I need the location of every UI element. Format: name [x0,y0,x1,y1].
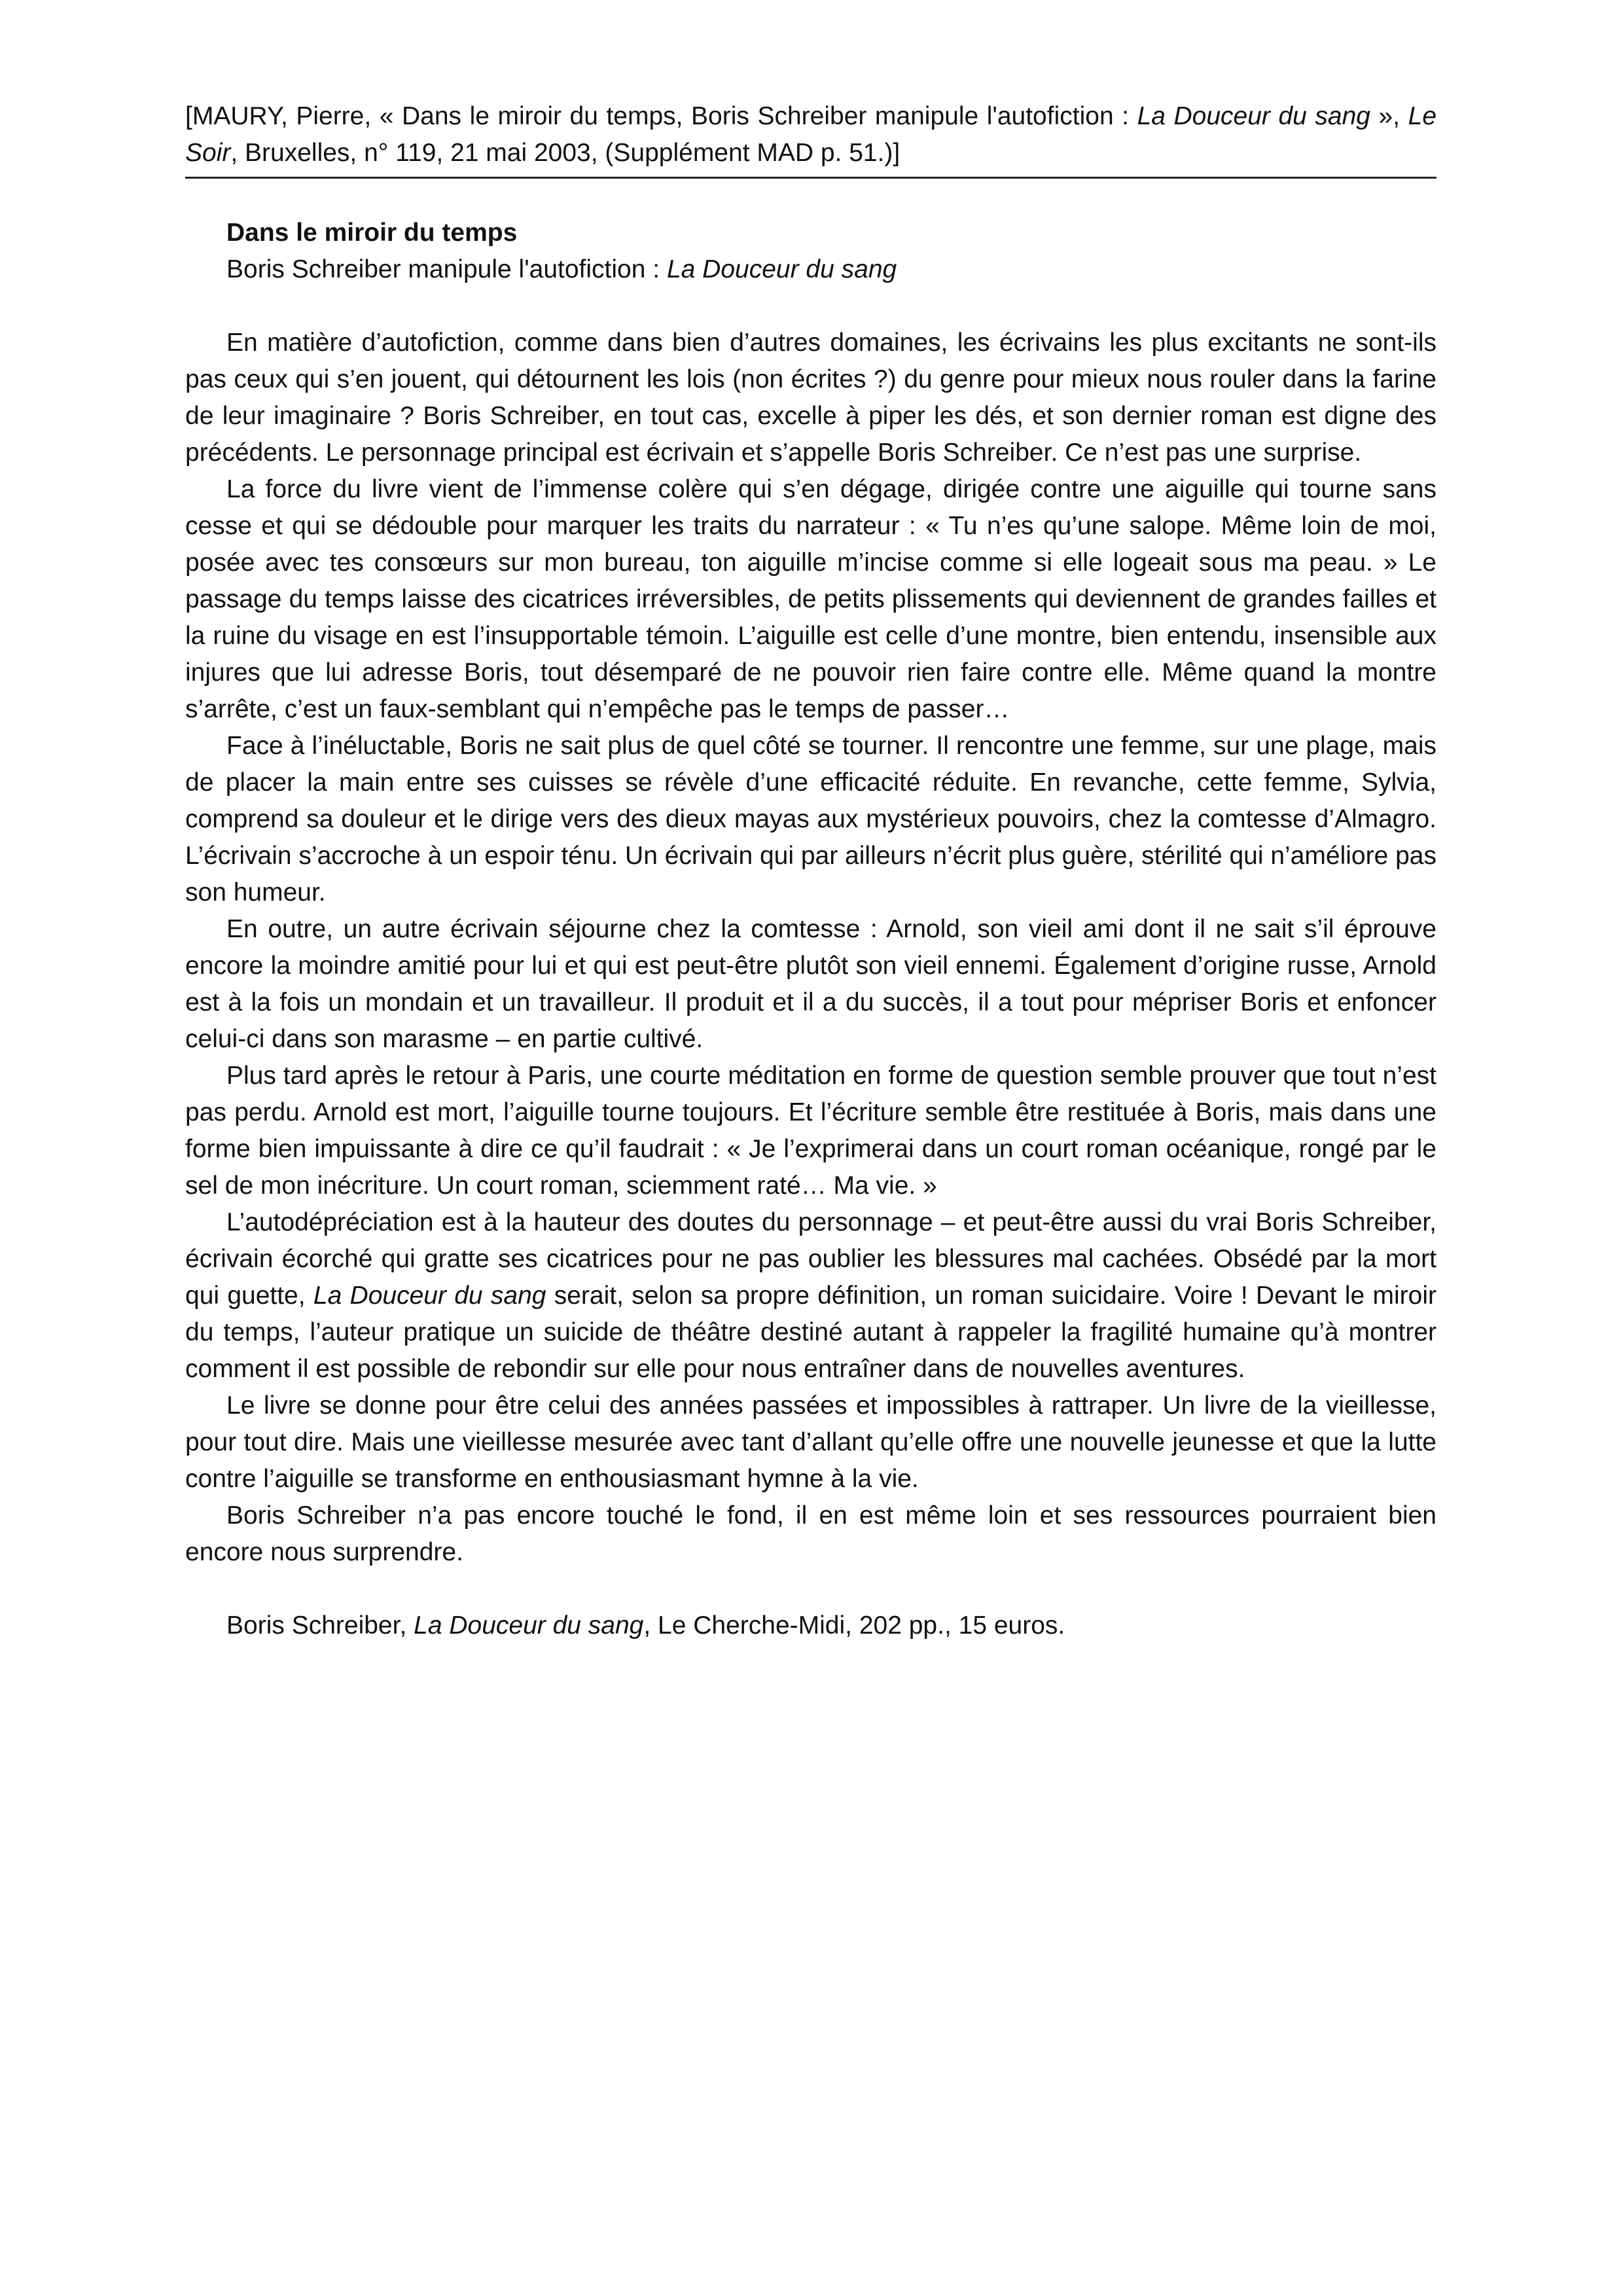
book-reference [185,1607,1436,1644]
paragraph [185,1204,1436,1388]
article-subtitle [226,251,1436,288]
paragraph: En matière d’autofiction, comme dans bien d’autres domaines, les écrivains les plus excitants ne sont-ils pas ceux qui s’en jouent, qui détournent les lois (non écrites ?) du genre pour mieux nous rouler dans la farine de leur imaginaire ? Boris Schreiber, en tout cas, excelle à piper les dés, et son dernier roman est digne des précédents. Le personnage principal est écrivain et s’appelle Boris Schreiber. Ce n’est pas une surprise. [185,329,1436,467]
article-body [185,215,1436,1644]
citation-newspaper: Le Soir [185,102,1437,167]
reference-book-title: La Douceur du sang [414,1611,644,1640]
paragraph: Plus tard après le retour à Paris, une courte méditation en forme de question semble prouver que tout n’est pas perdu. Arnold est mort, l’aiguille tourne toujours. Et l’écriture semble être restituée à Boris, mais dans une forme bien impuissante à dire ce qu’il faudrait : « Je l’exprimerai dans un court roman océanique, rongé par le sel de mon inécriture. Un court roman, sciemment raté… Ma vie. » [185,1062,1436,1200]
citation-part: », [1370,102,1408,130]
reference-details: , Le Cherche-Midi, 202 pp., 15 euros. [643,1611,1065,1640]
subtitle-text: Boris Schreiber manipule l'autofiction : [226,255,667,283]
paragraph: Boris Schreiber n’a pas encore touché le fond, il en est même loin et ses ressources pourraient bien encore nous surprendre. [185,1501,1436,1566]
paragraph: En outre, un autre écrivain séjourne chez la comtesse : Arnold, son vieil ami dont il ne sait s’il éprouve encore la moindre amitié pour lui et qui est peut-être plutôt son vieil ennemi. Également d’origine russe, Arnold est à la fois un mondain et un travailleur. Il produit et il a du succès, il a tout pour mépriser Boris et enfoncer celui-ci dans son marasme – en partie cultivé. [185,915,1436,1053]
paragraph-book-title: La Douceur du sang [313,1282,546,1310]
paragraph: Le livre se donne pour être celui des années passées et impossibles à rattraper. Un livre de la vieillesse, pour tout dire. Mais une vieillesse mesurée avec tant d’allant qu’elle offre une nouvelle jeunesse et que la lutte contre l’aiguille se transforme en enthousiasmant hymne à la vie. [185,1391,1436,1493]
paragraph: La force du livre vient de l’immense colère qui s’en dégage, dirigée contre une aiguille qui tourne sans cesse et qui se dédouble pour marquer les traits du narrateur : « Tu n’es qu’une salope. Même loin de moi, posée avec tes consœurs sur mon bureau, ton aiguille m’incise comme si elle logeait sous ma peau. » Le passage du temps laisse des cicatrices irréversibles, de petits plissements qui deviennent de grandes failles et la ruine du visage en est l’insupportable témoin. L’aiguille est celle d’une montre, bien entendu, insensible aux injures que lui adresse Boris, tout désemparé de ne pouvoir rien faire contre elle. Même quand la montre s’arrête, c’est un faux-semblant qui n’empêche pas le temps de passer… [185,475,1436,723]
title-block [226,215,1436,288]
citation-part: [MAURY, Pierre, « Dans le miroir du temps, Boris Schreiber manipule l'autofiction : [185,102,1137,130]
citation-book-title: La Douceur du sang [1137,102,1370,130]
citation-part: , Bruxelles, n° 119, 21 mai 2003, (Supplément MAD p. 51.)] [230,139,901,167]
subtitle-book-title: La Douceur du sang [666,255,897,283]
paragraph-text: L’autodépréciation est à la hauteur des doutes du personnage – et peut-être aussi du vrai Boris Schreiber, écrivain écorché qui gratte ses cicatrices pour ne pas oublier les blessures mal cachées. Obsédé par la mort qui guette, [185,1208,1436,1310]
paragraph-text: serait, selon sa propre définition, un roman suicidaire. Voire ! Devant le miroir du temps, l’auteur pratique un suicide de théâtre destiné autant à rappeler la fragilité humaine qu’à montrer comment il est possible de rebondir sur elle pour nous entraîner dans de nouvelles aventures. [185,1282,1437,1383]
paragraph: Face à l’inéluctable, Boris ne sait plus de quel côté se tourner. Il rencontre une femme, sur une plage, mais de placer la main entre ses cuisses se révèle d’une efficacité réduite. En revanche, cette femme, Sylvia, comprend sa douleur et le dirige vers des dieux mayas aux mystérieux pouvoirs, chez la comtesse d’Almagro. L’écrivain s’accroche à un espoir ténu. Un écrivain qui par ailleurs n’écrit plus guère, stérilité qui n’améliore pas son humeur. [185,732,1436,906]
article-title: Dans le miroir du temps [226,219,518,247]
citation-header [185,98,1436,179]
reference-author: Boris Schreiber, [226,1611,414,1640]
